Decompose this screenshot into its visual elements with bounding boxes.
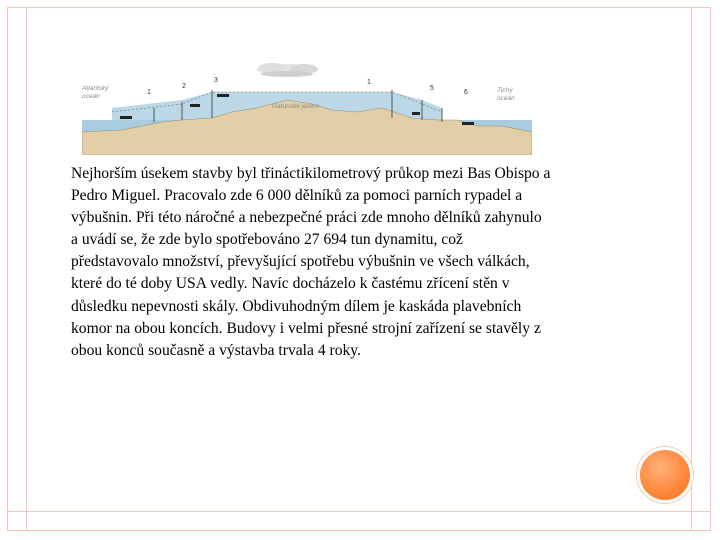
section-number: 6 [464, 89, 468, 96]
lake-label: Gatunské jezero [272, 103, 320, 110]
section-number: 3 [214, 77, 218, 84]
frame-line-bottom [8, 511, 710, 512]
right-ocean-label-line2: oceán [497, 95, 515, 102]
section-number: 1 [147, 89, 151, 96]
left-ocean-label-line1: Atlantský [82, 85, 109, 92]
section-number: 1 [367, 79, 371, 86]
left-ocean-label-line2: oceán [82, 93, 100, 100]
frame-line-left [26, 8, 27, 530]
panama-canal-cross-section-diagram [82, 60, 532, 155]
cloud-illustration [257, 63, 318, 77]
decorative-orange-circle [637, 447, 693, 503]
section-number: 2 [182, 83, 186, 90]
section-number: 5 [430, 85, 434, 92]
right-ocean-label-line1: Tichý [497, 87, 513, 94]
body-paragraph: Nejhorším úsekem stavby byl třináctikilometrový průkop mezi Bas Obispo a Pedro Miguel. Pracovalo zde 6 000 dělníků za pomoci parních rypadel a výbušnin. Při této náročné a nebezpečné práci zde mnoho dělníků zahynulo a uvádí se, že zde bylo spotřebováno 27 694 tun dynamitu, což představovalo množství, převyšující spotřebu výbušnin ve všech válkách, které do té doby USA vedly. Navíc docházelo k častému zřícení stěn v důsledku nepevnosti skály. Obdivuhodným dílem je kaskáda plavebních komor na obou koncích. Budovy i velmi přesné strojní zařízení se stavěly z obou konců současně a výstavba trvala 4 roky. [71, 165, 551, 359]
frame-line-right [691, 8, 692, 530]
